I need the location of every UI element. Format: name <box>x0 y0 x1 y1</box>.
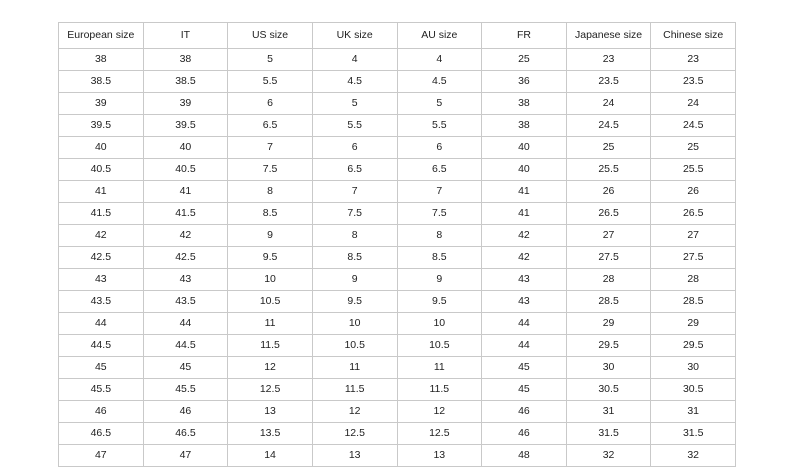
table-cell: 27.5 <box>651 247 736 269</box>
table-cell: 38 <box>59 49 144 71</box>
table-cell: 28.5 <box>651 291 736 313</box>
table-body <box>59 49 736 467</box>
table-cell: 42.5 <box>143 247 228 269</box>
table-cell: 41 <box>143 181 228 203</box>
table-cell: 4 <box>312 49 397 71</box>
table-cell: 42 <box>143 225 228 247</box>
column-header: Japanese size <box>566 23 651 49</box>
column-header: FR <box>482 23 567 49</box>
column-header: UK size <box>312 23 397 49</box>
table-cell: 25.5 <box>651 159 736 181</box>
table-cell: 6 <box>228 93 313 115</box>
column-header: US size <box>228 23 313 49</box>
table-cell: 29 <box>651 313 736 335</box>
column-header: IT <box>143 23 228 49</box>
table-cell: 42 <box>482 225 567 247</box>
table-cell: 5 <box>312 93 397 115</box>
table-cell: 13 <box>228 401 313 423</box>
table-cell: 38 <box>482 115 567 137</box>
table-row <box>59 49 736 71</box>
table-cell: 27 <box>566 225 651 247</box>
table-cell: 25 <box>651 137 736 159</box>
table-cell: 6.5 <box>312 159 397 181</box>
table-cell: 44.5 <box>59 335 144 357</box>
table-cell: 29 <box>566 313 651 335</box>
table-cell: 23.5 <box>651 71 736 93</box>
table-cell: 45.5 <box>143 379 228 401</box>
table-cell: 26 <box>566 181 651 203</box>
table-cell: 27 <box>651 225 736 247</box>
table-cell: 24.5 <box>651 115 736 137</box>
table-cell: 7 <box>228 137 313 159</box>
table-cell: 30 <box>566 357 651 379</box>
table-cell: 46.5 <box>59 423 144 445</box>
table-cell: 11 <box>228 313 313 335</box>
table-cell: 31 <box>651 401 736 423</box>
table-cell: 9 <box>397 269 482 291</box>
table-cell: 9 <box>228 225 313 247</box>
table-cell: 8.5 <box>312 247 397 269</box>
table-cell: 8.5 <box>397 247 482 269</box>
table-cell: 13 <box>312 445 397 467</box>
table-cell: 43 <box>482 269 567 291</box>
table-cell: 39 <box>143 93 228 115</box>
table-cell: 9 <box>312 269 397 291</box>
table-cell: 38.5 <box>59 71 144 93</box>
table-cell: 25 <box>566 137 651 159</box>
column-header: AU size <box>397 23 482 49</box>
table-cell: 38 <box>143 49 228 71</box>
table-cell: 12.5 <box>228 379 313 401</box>
table-cell: 26.5 <box>566 203 651 225</box>
table-cell: 8.5 <box>228 203 313 225</box>
table-cell: 23 <box>566 49 651 71</box>
table-cell: 9.5 <box>312 291 397 313</box>
table-row <box>59 247 736 269</box>
table-cell: 6.5 <box>397 159 482 181</box>
table-cell: 40 <box>143 137 228 159</box>
table-cell: 26 <box>651 181 736 203</box>
column-header: Chinese size <box>651 23 736 49</box>
table-row <box>59 401 736 423</box>
table-cell: 12.5 <box>397 423 482 445</box>
table-cell: 30.5 <box>651 379 736 401</box>
table-cell: 38 <box>482 93 567 115</box>
table-cell: 30.5 <box>566 379 651 401</box>
table-cell: 13 <box>397 445 482 467</box>
table-cell: 10.5 <box>312 335 397 357</box>
table-cell: 11 <box>397 357 482 379</box>
table-cell: 36 <box>482 71 567 93</box>
table-cell: 12 <box>397 401 482 423</box>
table-row <box>59 445 736 467</box>
table-cell: 5 <box>228 49 313 71</box>
table-cell: 43 <box>143 269 228 291</box>
table-cell: 5.5 <box>397 115 482 137</box>
table-cell: 4.5 <box>397 71 482 93</box>
table-row <box>59 357 736 379</box>
table-cell: 5.5 <box>312 115 397 137</box>
table-cell: 28 <box>566 269 651 291</box>
table-cell: 8 <box>228 181 313 203</box>
table-cell: 7 <box>312 181 397 203</box>
table-cell: 9.5 <box>397 291 482 313</box>
table-cell: 47 <box>143 445 228 467</box>
table-cell: 46 <box>482 401 567 423</box>
table-cell: 11.5 <box>228 335 313 357</box>
table-cell: 29.5 <box>566 335 651 357</box>
table-cell: 10.5 <box>228 291 313 313</box>
table-cell: 42 <box>482 247 567 269</box>
table-cell: 47 <box>59 445 144 467</box>
table-cell: 32 <box>651 445 736 467</box>
table-cell: 31.5 <box>566 423 651 445</box>
table-cell: 45 <box>143 357 228 379</box>
table-cell: 45 <box>59 357 144 379</box>
size-conversion-table-wrapper <box>58 22 736 467</box>
table-header-row <box>59 23 736 49</box>
table-cell: 10.5 <box>397 335 482 357</box>
table-cell: 45.5 <box>59 379 144 401</box>
table-cell: 4.5 <box>312 71 397 93</box>
table-row <box>59 137 736 159</box>
table-cell: 41.5 <box>59 203 144 225</box>
table-row <box>59 159 736 181</box>
table-row <box>59 269 736 291</box>
table-cell: 31 <box>566 401 651 423</box>
size-conversion-table <box>58 22 736 467</box>
table-cell: 8 <box>397 225 482 247</box>
table-cell: 41 <box>482 203 567 225</box>
table-cell: 40.5 <box>59 159 144 181</box>
table-cell: 24 <box>566 93 651 115</box>
table-row <box>59 335 736 357</box>
table-cell: 38.5 <box>143 71 228 93</box>
table-row <box>59 225 736 247</box>
table-cell: 12 <box>228 357 313 379</box>
table-row <box>59 313 736 335</box>
table-cell: 39.5 <box>143 115 228 137</box>
table-cell: 43.5 <box>59 291 144 313</box>
table-cell: 10 <box>397 313 482 335</box>
table-cell: 40 <box>59 137 144 159</box>
table-cell: 28 <box>651 269 736 291</box>
table-cell: 41.5 <box>143 203 228 225</box>
table-cell: 45 <box>482 357 567 379</box>
table-cell: 43 <box>482 291 567 313</box>
table-cell: 11.5 <box>397 379 482 401</box>
table-cell: 7.5 <box>397 203 482 225</box>
table-cell: 44 <box>143 313 228 335</box>
table-cell: 46 <box>482 423 567 445</box>
table-cell: 40 <box>482 137 567 159</box>
table-cell: 7.5 <box>228 159 313 181</box>
table-cell: 42.5 <box>59 247 144 269</box>
table-cell: 12.5 <box>312 423 397 445</box>
table-row <box>59 181 736 203</box>
table-cell: 46 <box>59 401 144 423</box>
table-cell: 25.5 <box>566 159 651 181</box>
table-cell: 4 <box>397 49 482 71</box>
table-cell: 41 <box>59 181 144 203</box>
table-cell: 5 <box>397 93 482 115</box>
table-cell: 39 <box>59 93 144 115</box>
table-cell: 14 <box>228 445 313 467</box>
table-cell: 23.5 <box>566 71 651 93</box>
table-cell: 40 <box>482 159 567 181</box>
table-row <box>59 379 736 401</box>
table-row <box>59 71 736 93</box>
table-cell: 43 <box>59 269 144 291</box>
table-cell: 45 <box>482 379 567 401</box>
table-cell: 13.5 <box>228 423 313 445</box>
table-cell: 42 <box>59 225 144 247</box>
table-cell: 44.5 <box>143 335 228 357</box>
table-cell: 9.5 <box>228 247 313 269</box>
table-cell: 11.5 <box>312 379 397 401</box>
table-cell: 43.5 <box>143 291 228 313</box>
table-cell: 28.5 <box>566 291 651 313</box>
table-header <box>59 23 736 49</box>
table-cell: 27.5 <box>566 247 651 269</box>
table-cell: 10 <box>228 269 313 291</box>
table-cell: 6 <box>397 137 482 159</box>
table-cell: 44 <box>482 313 567 335</box>
table-cell: 46.5 <box>143 423 228 445</box>
table-cell: 25 <box>482 49 567 71</box>
table-cell: 39.5 <box>59 115 144 137</box>
table-cell: 24 <box>651 93 736 115</box>
table-cell: 44 <box>59 313 144 335</box>
table-cell: 23 <box>651 49 736 71</box>
table-row <box>59 291 736 313</box>
table-row <box>59 93 736 115</box>
table-cell: 7 <box>397 181 482 203</box>
table-cell: 32 <box>566 445 651 467</box>
table-cell: 31.5 <box>651 423 736 445</box>
table-cell: 29.5 <box>651 335 736 357</box>
table-cell: 10 <box>312 313 397 335</box>
table-cell: 30 <box>651 357 736 379</box>
table-cell: 40.5 <box>143 159 228 181</box>
table-cell: 6.5 <box>228 115 313 137</box>
table-cell: 41 <box>482 181 567 203</box>
table-cell: 6 <box>312 137 397 159</box>
table-cell: 5.5 <box>228 71 313 93</box>
table-row <box>59 203 736 225</box>
column-header: European size <box>59 23 144 49</box>
table-row <box>59 423 736 445</box>
table-cell: 24.5 <box>566 115 651 137</box>
table-row <box>59 115 736 137</box>
table-cell: 7.5 <box>312 203 397 225</box>
table-cell: 8 <box>312 225 397 247</box>
table-cell: 26.5 <box>651 203 736 225</box>
table-cell: 48 <box>482 445 567 467</box>
table-cell: 44 <box>482 335 567 357</box>
table-cell: 11 <box>312 357 397 379</box>
table-cell: 46 <box>143 401 228 423</box>
table-cell: 12 <box>312 401 397 423</box>
